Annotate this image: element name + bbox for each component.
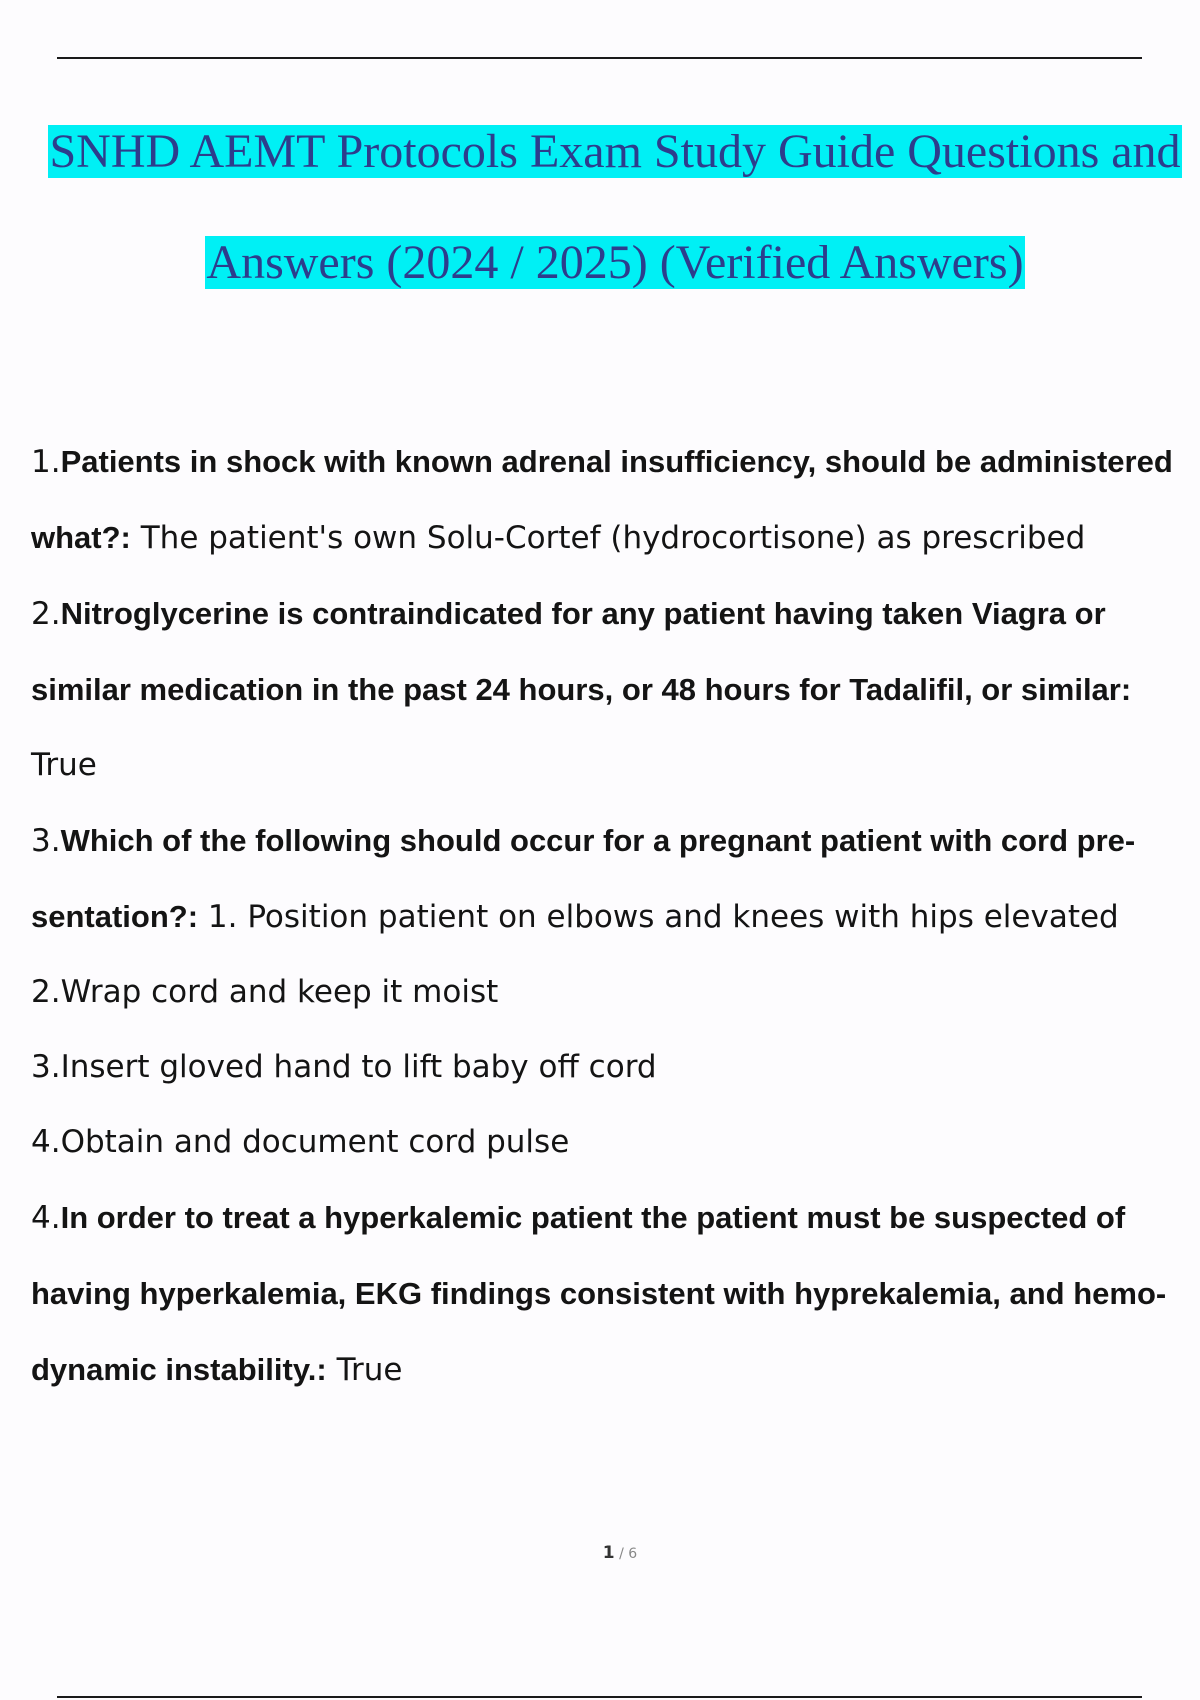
bottom-rule xyxy=(57,1696,1142,1698)
question-text: Nitroglycerine is contraindicated for any patient having taken Viagra or similar medication in the past 24 hours, or 48 hours for Tadalifil, or similar: xyxy=(31,596,1132,707)
step-text: Wrap cord and keep it moist xyxy=(60,974,499,1010)
answer-text: True xyxy=(326,1352,403,1388)
qa-item-2 xyxy=(31,576,1181,803)
qa-item-4 xyxy=(31,1180,1181,1408)
step-text: Insert gloved hand to lift baby off cord xyxy=(60,1049,657,1085)
question-text: In order to treat a hyperkalemic patient the patient must be suspected of having hyperkalemia, EKG findings consistent with hyprekalemia, and hemo- dynamic instability.: xyxy=(31,1200,1167,1387)
current-page: 1 xyxy=(602,1543,615,1563)
top-rule xyxy=(57,57,1142,59)
step-text: Obtain and document cord pulse xyxy=(60,1124,570,1160)
total-pages: 6 xyxy=(628,1546,638,1562)
title-line-2: Answers (2024 / 2025) (Verified Answers) xyxy=(206,236,1024,289)
item-number: 4. xyxy=(31,1200,61,1236)
question-text: Patients in shock with known adrenal insufficiency, should be administered what?: xyxy=(31,444,1173,555)
answer-step-3 xyxy=(31,1030,1181,1105)
question-text: Which of the following should occur for a pregnant patient with cord pre- sentation?: xyxy=(31,823,1136,934)
item-number: 2. xyxy=(31,596,61,632)
answer-text: The patient's own Solu-Cortef (hydrocortisone) as prescribed xyxy=(130,520,1086,556)
answer-text: 1. Position patient on elbows and knees with hips elevated xyxy=(198,899,1119,935)
qa-item-3 xyxy=(31,803,1181,955)
qa-list xyxy=(31,424,1181,1408)
page-indicator xyxy=(0,1543,1200,1563)
document-title xyxy=(40,96,1190,318)
step-number: 4. xyxy=(31,1124,61,1160)
item-number: 3. xyxy=(31,823,61,859)
step-number: 3. xyxy=(31,1049,61,1085)
item-number: 1. xyxy=(31,444,61,480)
answer-text: True xyxy=(31,747,97,783)
title-line-1: SNHD AEMT Protocols Exam Study Guide Questions and xyxy=(49,125,1181,178)
qa-item-1 xyxy=(31,424,1181,576)
answer-step-2 xyxy=(31,955,1181,1030)
step-number: 2. xyxy=(31,974,61,1010)
page-separator: / xyxy=(614,1546,629,1562)
answer-step-4 xyxy=(31,1105,1181,1180)
